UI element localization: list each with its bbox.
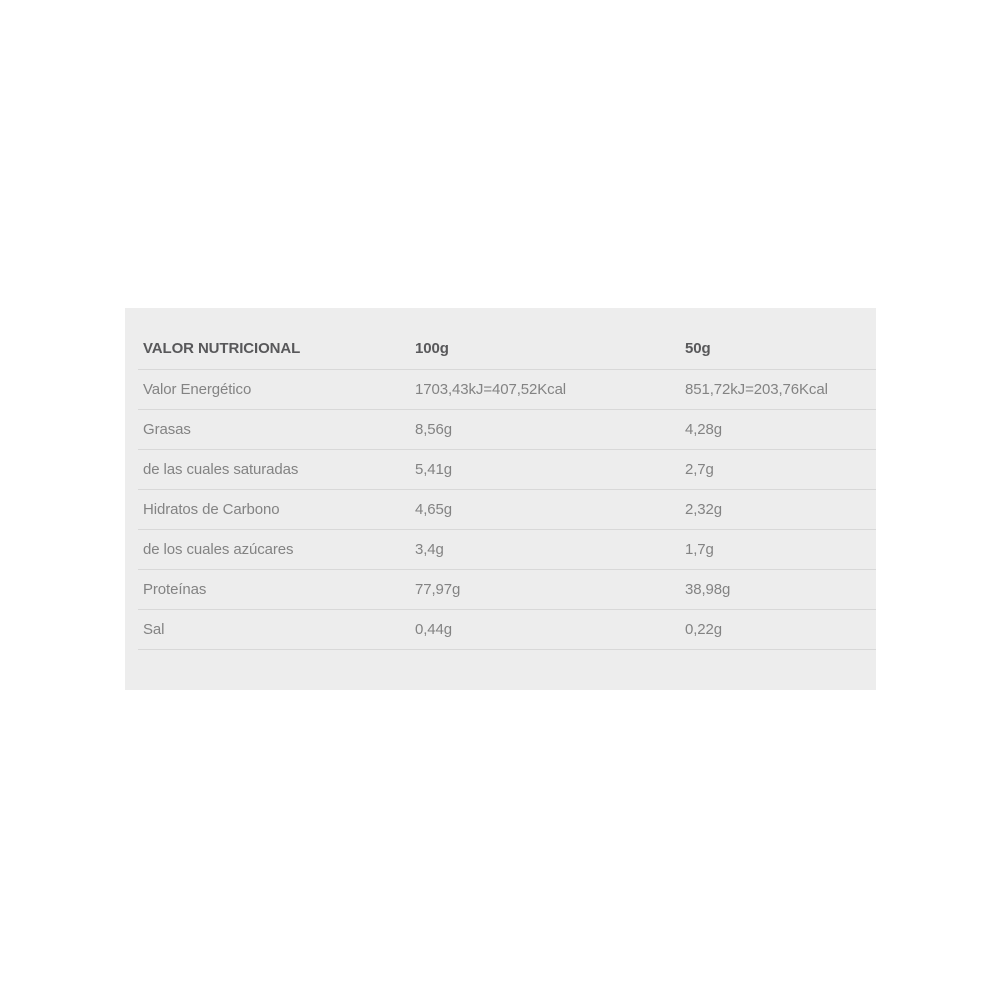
value-50g: 2,32g [680,490,876,530]
value-50g: 1,7g [680,530,876,570]
column-header-nutrient: VALOR NUTRICIONAL [138,328,410,370]
row-label: Valor Energético [138,370,410,410]
value-100g: 1703,43kJ=407,52Kcal [410,370,680,410]
table-row [138,370,876,410]
row-label: de las cuales saturadas [138,450,410,490]
column-header-50g: 50g [680,328,876,370]
row-label: Grasas [138,410,410,450]
value-100g: 8,56g [410,410,680,450]
value-50g: 4,28g [680,410,876,450]
table-row [138,570,876,610]
nutrition-table [138,328,876,650]
value-50g: 0,22g [680,610,876,650]
table-row [138,490,876,530]
row-label: Sal [138,610,410,650]
value-50g: 851,72kJ=203,76Kcal [680,370,876,410]
row-label: de los cuales azúcares [138,530,410,570]
table-header-row [138,328,876,370]
table-row [138,610,876,650]
value-100g: 4,65g [410,490,680,530]
value-100g: 5,41g [410,450,680,490]
table-row [138,410,876,450]
row-label: Proteínas [138,570,410,610]
value-50g: 38,98g [680,570,876,610]
value-100g: 0,44g [410,610,680,650]
nutrition-panel [125,308,876,690]
value-100g: 3,4g [410,530,680,570]
value-50g: 2,7g [680,450,876,490]
table-row [138,450,876,490]
table-row [138,530,876,570]
value-100g: 77,97g [410,570,680,610]
column-header-100g: 100g [410,328,680,370]
row-label: Hidratos de Carbono [138,490,410,530]
